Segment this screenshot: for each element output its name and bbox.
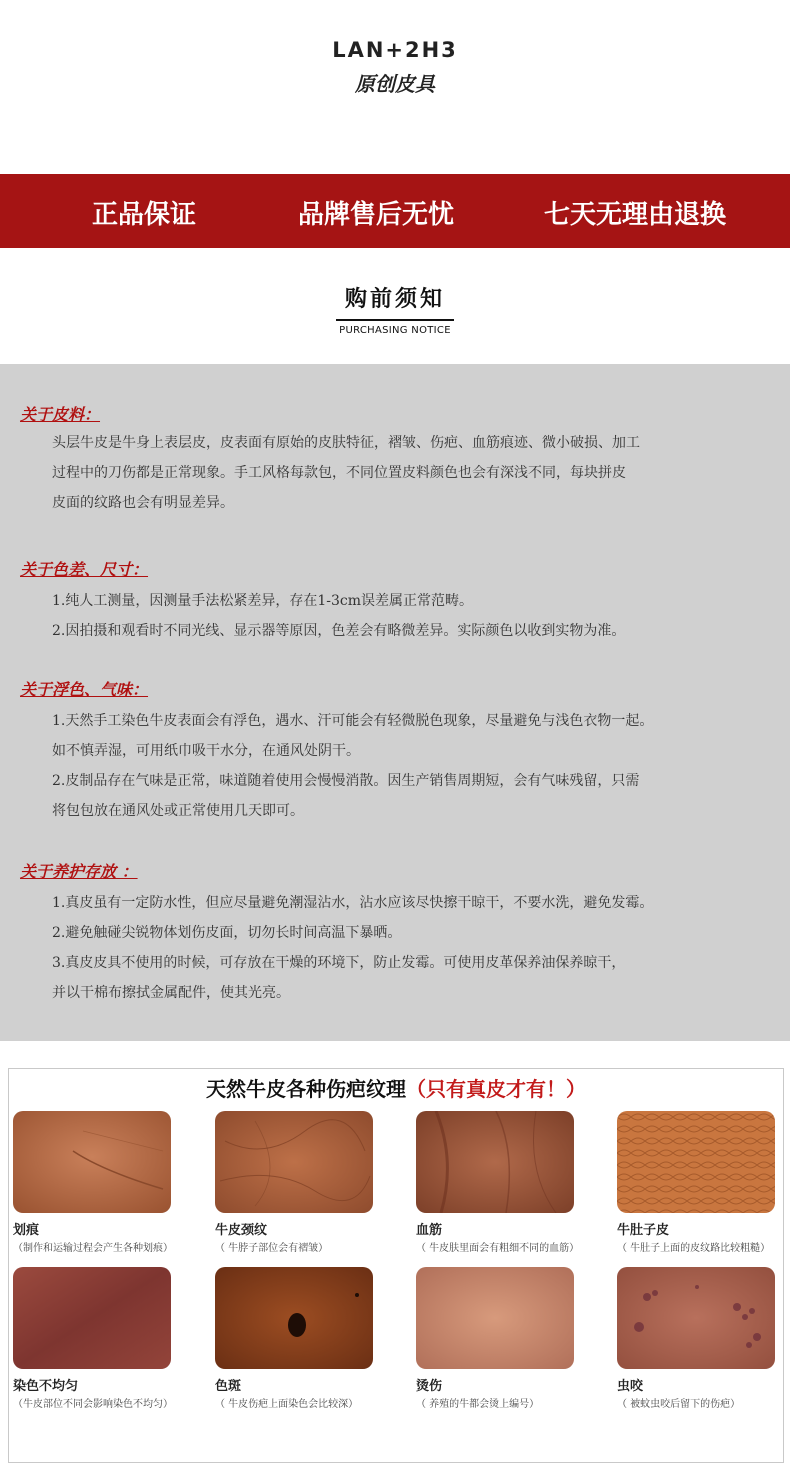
leather-burn-image	[416, 1267, 574, 1369]
section-title-dye-odor: 关于浮色、气味：	[20, 680, 149, 699]
section-line: 1.天然手工染色牛皮表面会有浮色，遇水、汗可能会有轻微脱色现象，尽量避免与浅色衣物一起。	[52, 713, 654, 729]
scar-tile	[13, 1111, 185, 1283]
scar-tile	[416, 1111, 588, 1283]
section-line: 1.真皮虽有一定防水性，但应尽量避免潮湿沾水，沾水应该尽快擦干晾干，不要水洗，避免发霉。	[52, 895, 654, 911]
section-line: 并以干棉布擦拭金属配件，使其光亮。	[52, 985, 290, 1001]
scar-panel-title	[9, 1073, 783, 1102]
leather-neck-wrinkle-image	[215, 1111, 373, 1213]
scar-name: 划痕	[13, 1223, 40, 1238]
scar-desc: （ 养殖的牛都会烫上编号）	[416, 1399, 540, 1410]
scar-name: 虫咬	[617, 1379, 644, 1394]
scar-name: 牛肚子皮	[617, 1223, 670, 1238]
section-line: 过程中的刀伤都是正常现象。手工风格每款包，不同位置皮料颜色也会有深浅不同，每块拼皮	[52, 465, 626, 481]
notice-subtitle: PURCHASING NOTICE	[339, 325, 451, 336]
section-line: 如不慎弄湿，可用纸巾吸干水分，在通风处阴干。	[52, 743, 360, 759]
scar-desc: （ 牛皮肤里面会有粗细不同的血筋）	[416, 1243, 580, 1254]
scar-title-main: 天然牛皮各种伤疤纹理	[206, 1077, 406, 1101]
scar-tile	[617, 1111, 789, 1283]
notice-divider	[336, 319, 454, 321]
notice-title: 购前须知	[344, 287, 445, 312]
section-line: 2.皮制品存在气味是正常，味道随着使用会慢慢消散。因生产销售周期短，会有气味残留，只需	[52, 773, 640, 789]
leather-uneven-dye-image	[13, 1267, 171, 1369]
scar-desc: （ 牛皮伤疤上面染色会比较深）	[215, 1399, 359, 1410]
section-line: 3.真皮皮具不使用的时候，可存放在干燥的环境下，防止发霉。可使用皮革保养油保养晾干，	[52, 955, 626, 971]
leather-spot-image	[215, 1267, 373, 1369]
section-line: 2.避免触碰尖锐物体划伤皮面，切勿长时间高温下暴晒。	[52, 925, 402, 941]
scar-name: 牛皮颈纹	[215, 1223, 268, 1238]
guarantee-return: 七天无理由退换	[544, 200, 727, 230]
scar-name: 色斑	[215, 1379, 242, 1394]
scar-desc: （ 牛脖子部位会有褶皱）	[215, 1243, 329, 1254]
section-title-color-size: 关于色差、尺寸：	[20, 560, 149, 579]
section-line: 2.因拍摄和观看时不同光线、显示器等原因，色差会有略微差异。实际颜色以收到实物为准。	[52, 623, 626, 639]
scar-desc: （ 被蚊虫咬后留下的伤疤）	[617, 1399, 741, 1410]
scar-tile	[13, 1267, 185, 1439]
section-title-care: 关于养护存放 ：	[20, 862, 138, 881]
scar-tile	[215, 1111, 387, 1283]
leather-belly-image	[617, 1111, 775, 1213]
brand-logo: LAN+2H3	[332, 38, 458, 62]
section-line: 1.纯人工测量，因测量手法松紧差异，存在1-3cm误差属正常范畴。	[52, 593, 474, 609]
info-panel	[0, 364, 790, 1041]
scar-name: 烫伤	[416, 1379, 443, 1394]
scar-texture-panel	[8, 1068, 784, 1463]
scar-tile	[617, 1267, 789, 1439]
guarantee-banner	[0, 174, 790, 248]
leather-vein-image	[416, 1111, 574, 1213]
scar-name: 染色不均匀	[13, 1379, 79, 1394]
brand-subtitle: 原创皮具	[355, 72, 435, 96]
guarantee-after-sales: 品牌售后无忧	[298, 200, 455, 230]
leather-insect-bite-image	[617, 1267, 775, 1369]
scar-name: 血筋	[416, 1223, 443, 1238]
scar-desc: （ 牛肚子上面的皮纹路比较粗糙）	[617, 1243, 771, 1254]
section-line: 头层牛皮是牛身上表层皮，皮表面有原始的皮肤特征，褶皱、伤疤、血筋痕迹、微小破损、加工	[52, 435, 640, 451]
section-line: 将包包放在通风处或正常使用几天即可。	[52, 803, 304, 819]
scar-desc: （制作和运输过程会产生各种划痕）	[13, 1243, 173, 1254]
section-title-leather: 关于皮料：	[20, 405, 101, 424]
brand-header	[0, 38, 790, 97]
scar-title-highlight: （只有真皮才有！）	[406, 1077, 586, 1101]
leather-scratch-image	[13, 1111, 171, 1213]
notice-header	[0, 282, 790, 336]
guarantee-authentic: 正品保证	[92, 200, 197, 230]
scar-tile	[416, 1267, 588, 1439]
scar-tile	[215, 1267, 387, 1439]
section-line: 皮面的纹路也会有明显差异。	[52, 495, 234, 511]
scar-desc: （牛皮部位不同会影响染色不均匀）	[13, 1399, 173, 1410]
